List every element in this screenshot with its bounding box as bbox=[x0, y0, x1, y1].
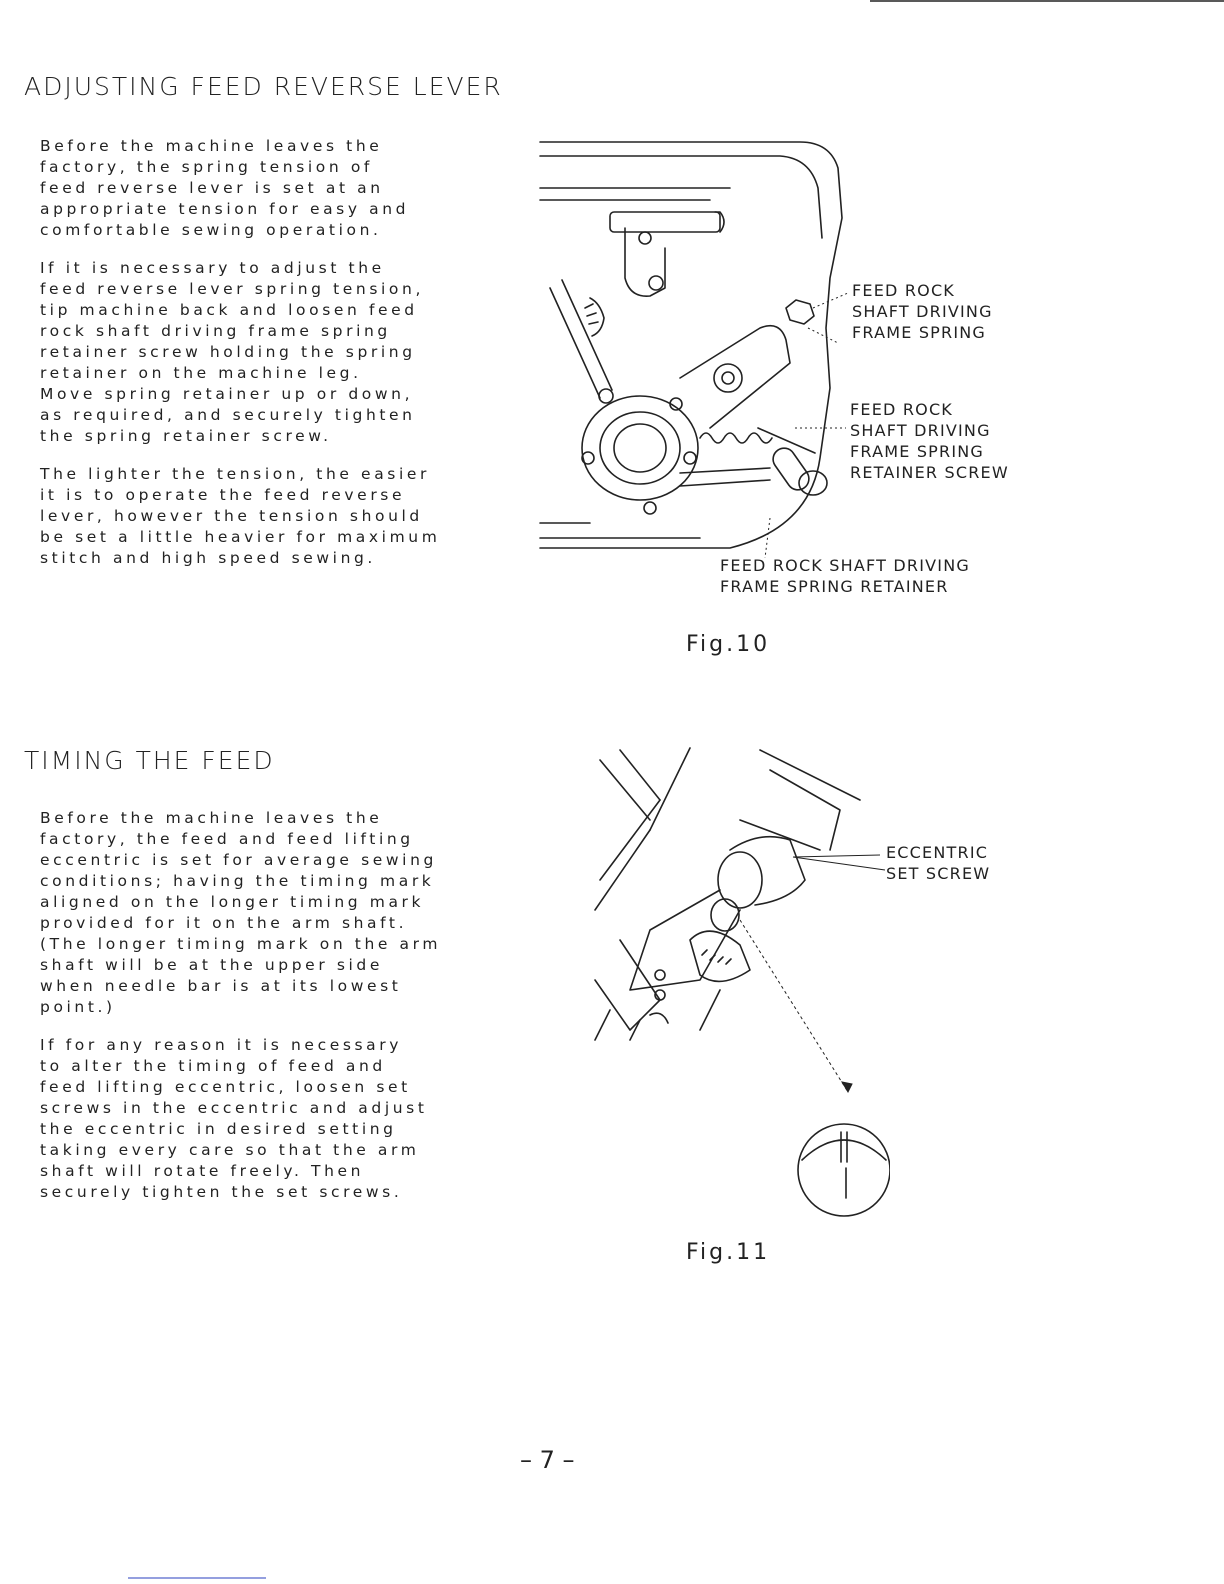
text-line: conditions; having the timing mark bbox=[40, 872, 435, 890]
text-line: provided for it on the arm shaft. bbox=[40, 914, 408, 932]
text-line: taking every care so that the arm bbox=[40, 1141, 420, 1159]
text-line: when needle bar is at its lowest bbox=[40, 977, 402, 995]
callout-feed-rock-shaft-driving-frame-spring-retainer bbox=[720, 555, 970, 597]
text-line: to alter the timing of feed and bbox=[40, 1057, 386, 1075]
text-line: retainer on the machine leg. bbox=[40, 364, 362, 382]
callout-line: ECCENTRIC bbox=[886, 843, 989, 862]
text-line: comfortable sewing operation. bbox=[40, 221, 382, 239]
text-line: feed reverse lever is set at an bbox=[40, 179, 384, 197]
text-line: shaft will be at the upper side bbox=[40, 956, 383, 974]
callout-line: FEED ROCK bbox=[850, 400, 954, 419]
callout-line: FRAME SPRING bbox=[850, 442, 985, 461]
section-heading-timing-the-feed: TIMING THE FEED bbox=[24, 746, 275, 775]
callout-line: FEED ROCK bbox=[852, 281, 956, 300]
text-line: as required, and securely tighten bbox=[40, 406, 416, 424]
paragraph bbox=[40, 808, 441, 1018]
figure-10-illustration bbox=[530, 128, 850, 568]
text-line: The lighter the tension, the easier bbox=[40, 465, 430, 483]
top-rule bbox=[0, 0, 1224, 10]
paragraph bbox=[40, 464, 440, 569]
text-line: Move spring retainer up or down, bbox=[40, 385, 414, 403]
section2-text bbox=[40, 808, 441, 1220]
section-heading-feed-reverse-lever: ADJUSTING FEED REVERSE LEVER bbox=[24, 72, 503, 101]
text-line: Before the machine leaves the bbox=[40, 137, 383, 155]
callout-line: SHAFT DRIVING bbox=[852, 302, 993, 321]
text-line: If it is necessary to adjust the bbox=[40, 259, 385, 277]
text-line: factory, the spring tension of bbox=[40, 158, 373, 176]
text-line: be set a little heavier for maximum bbox=[40, 528, 441, 546]
text-line: rock shaft driving frame spring bbox=[40, 322, 391, 340]
callout-feed-rock-shaft-driving-frame-spring bbox=[852, 280, 993, 343]
callout-eccentric-set-screw bbox=[886, 842, 990, 884]
text-line: securely tighten the set screws. bbox=[40, 1183, 403, 1201]
figure-10-caption: Fig.10 bbox=[686, 632, 771, 657]
text-line: factory, the feed and feed lifting bbox=[40, 830, 414, 848]
text-line: eccentric is set for average sewing bbox=[40, 851, 437, 869]
figure-11-caption: Fig.11 bbox=[686, 1240, 771, 1265]
text-line: the spring retainer screw. bbox=[40, 427, 332, 445]
text-line: Before the machine leaves the bbox=[40, 809, 383, 827]
text-line: lever, however the tension should bbox=[40, 507, 423, 525]
text-line: shaft will rotate freely. Then bbox=[40, 1162, 365, 1180]
text-line: aligned on the longer timing mark bbox=[40, 893, 425, 911]
callout-line: FRAME SPRING bbox=[852, 323, 987, 342]
text-line: If for any reason it is necessary bbox=[40, 1036, 403, 1054]
text-line: (The longer timing mark on the arm bbox=[40, 935, 442, 953]
callout-line: FRAME SPRING RETAINER bbox=[720, 577, 949, 596]
page-number: – 7 – bbox=[520, 1446, 575, 1474]
paragraph bbox=[40, 258, 440, 447]
callout-line: SET SCREW bbox=[886, 864, 991, 883]
text-line: feed reverse lever spring tension, bbox=[40, 280, 424, 298]
text-line: screws in the eccentric and adjust bbox=[40, 1099, 428, 1117]
bottom-rule bbox=[0, 1576, 1224, 1582]
text-line: tip machine back and loosen feed bbox=[40, 301, 418, 319]
text-line: the eccentric in desired setting bbox=[40, 1120, 397, 1138]
callout-feed-rock-shaft-driving-frame-spring-retainer-screw bbox=[850, 399, 1009, 483]
text-line: it is to operate the feed reverse bbox=[40, 486, 406, 504]
text-line: stitch and high speed sewing. bbox=[40, 549, 376, 567]
section1-text bbox=[40, 136, 440, 586]
figure-11-illustration bbox=[590, 740, 890, 1220]
callout-line: FEED ROCK SHAFT DRIVING bbox=[720, 556, 970, 575]
paragraph bbox=[40, 1035, 441, 1203]
callout-line: SHAFT DRIVING bbox=[850, 421, 991, 440]
text-line: retainer screw holding the spring bbox=[40, 343, 416, 361]
text-line: appropriate tension for easy and bbox=[40, 200, 410, 218]
callout-line: RETAINER SCREW bbox=[850, 463, 1009, 482]
paragraph bbox=[40, 136, 440, 241]
text-line: feed lifting eccentric, loosen set bbox=[40, 1078, 411, 1096]
text-line: point.) bbox=[40, 998, 116, 1016]
